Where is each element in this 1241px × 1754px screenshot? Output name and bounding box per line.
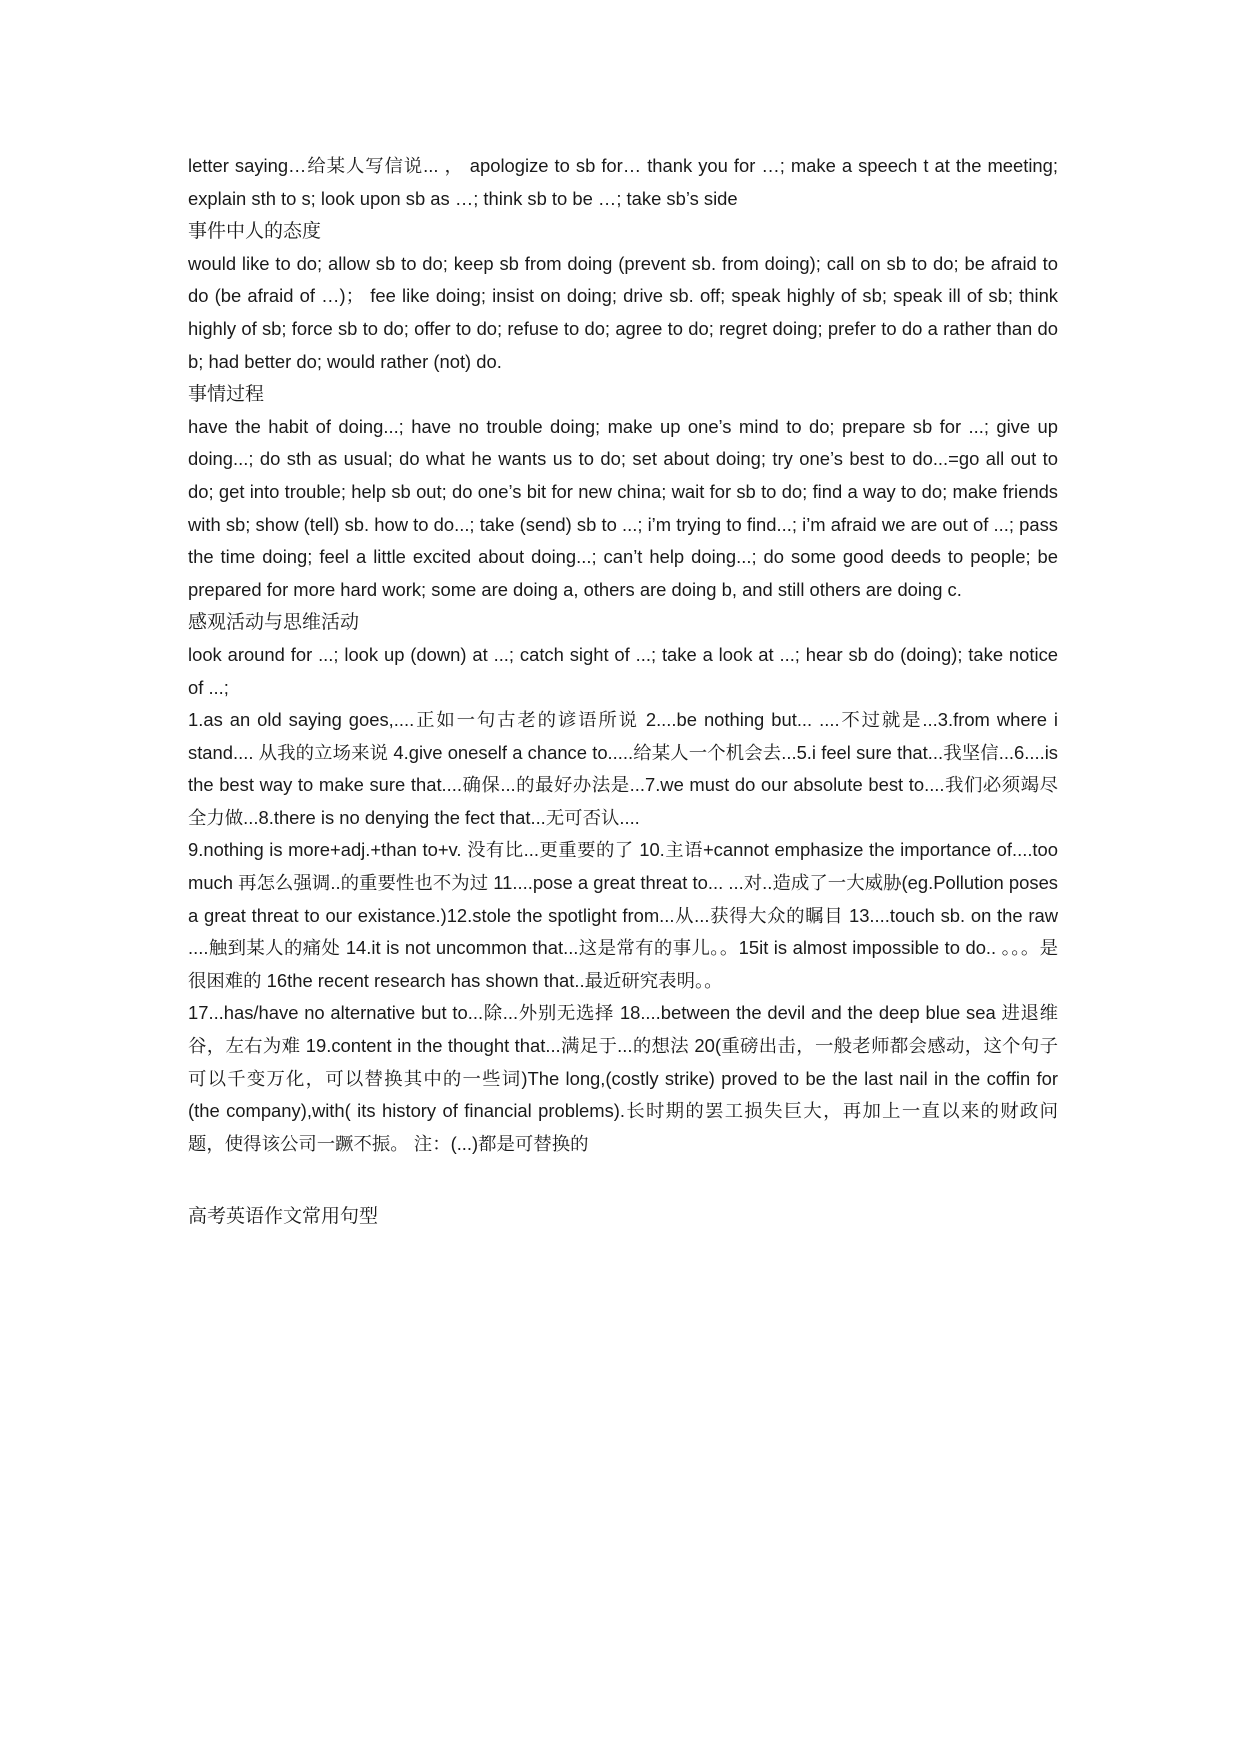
sentence-patterns-9-16: 9.nothing is more+adj.+than to+v. 没有比...更重要的了 10.主语+cannot emphasize the importance of....too much 再怎么强调..的重要性也不为过 11....pose a great threat to... ...对..造成了一大威胁(eg.Pollution poses a great threat to our existance.)12.stole the spotlight from...从...获得大众的瞩目 13....touch sb. on the raw ....触到某人的痛处 14.it is not uncommon that...这是常有的事儿。。15it is almost impossible to do.. 。。。是很困难的 16the recent research has shown that..最近研究表明。。 [188, 839, 1058, 991]
sentence-patterns-17-20: 17...has/have no alternative but to...除...外别无选择 18....between the devil and the deep blue sea 进退维谷，左右为难 19.content in the thought that...满足于...的想法 20(重磅出击，一般老师都会感动，这个句子可以千变万化，可以替换其中的一些词)The long,(costly strike) proved to be the last nail in the coffin for (the company),with( its history of financial problems).长时期的罢工损失巨大，再加上一直以来的财政问题，使得该公司一蹶不振。 注：(...)都是可替换的 [188, 1002, 1058, 1154]
process-heading: 事情过程 [188, 383, 265, 406]
attitude-phrases-paragraph: would like to do; allow sb to do; keep sb from doing (prevent sb. from doing); call on sb to do; be afraid to do (be afraid of …)； fee like doing; insist on doing; drive sb. off; speak highly of sb; speak ill of sb; think highly of sb; force sb to do; offer to do; refuse to do; agree to do; regret doing; prefer to do a rather than do b; had better do; would rather (not) do. [188, 252, 1058, 372]
sentence-patterns-1-8: 1.as an old saying goes,....正如一句古老的谚语所说 2....be nothing but... ....不过就是...3.from where i stand.... 从我的立场来说 4.give oneself a chance to.....给某人一个机会去...5.i feel sure that...我坚信...6....is the best way to make sure that....确保...的最好办法是...7.we must do our absolute best to....我们必须竭尽全力做...8.there is no denying the fect that...无可否认.... [188, 709, 1058, 828]
document-page [188, 150, 1058, 1233]
section-spacer [188, 1160, 1058, 1200]
perception-phrases-paragraph: look around for ...; look up (down) at ...; catch sight of ...; take a look at ...; hear sb do (doing); take notice of ...; [188, 643, 1058, 698]
document-title: 高考英语作文常用句型 [188, 1205, 379, 1228]
process-phrases-paragraph: have the habit of doing...; have no trouble doing; make up one’s mind to do; prepare sb for ...; give up doing...; do sth as usual; do what he wants us to do; set about doing; try one’s best to do...=go all out to do; get into trouble; help sb out; do one’s bit for new china; wait for sb to do; find a way to do; make friends with sb; show (tell) sb. how to do...; take (send) sb to ...; i’m trying to find...; i’m afraid we are out of ...; pass the time doing; feel a little excited about doing...; can’t help doing...; do some good deeds to people; be prepared for more hard work; some are doing a, others are doing b, and still others are doing c. [188, 415, 1058, 600]
perception-heading: 感观活动与思维活动 [188, 611, 360, 634]
intro-phrases-paragraph: letter saying…给某人写信说... ， apologize to sb for… thank you for …; make a speech t at the meeting; explain sth to s; look upon sb as …; think sb to be …; take sb’s side [188, 155, 1058, 209]
attitude-heading: 事件中人的态度 [188, 220, 322, 243]
